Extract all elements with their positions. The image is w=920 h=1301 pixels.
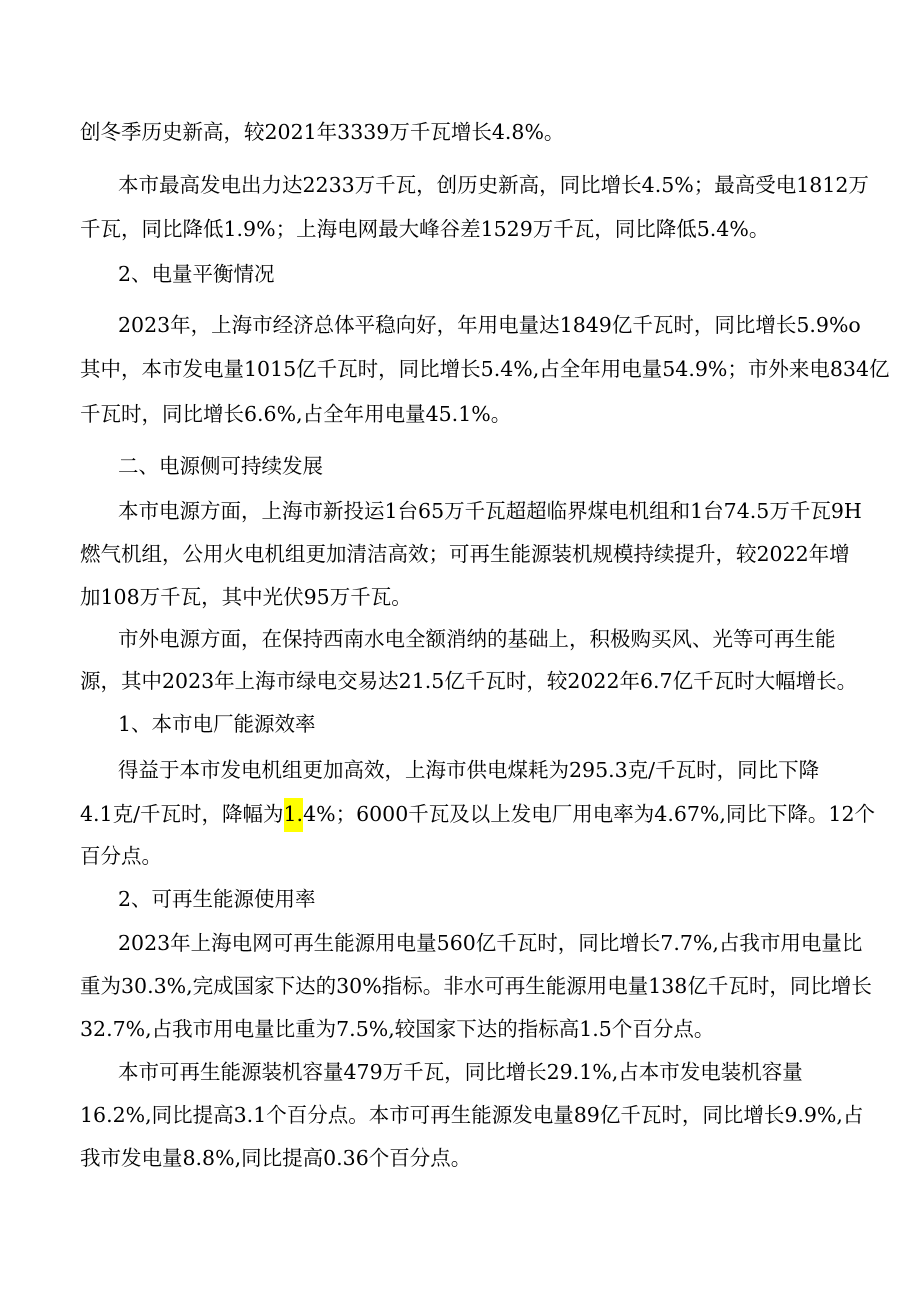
section-heading: 1、本市电厂能源效率 [118, 712, 316, 736]
paragraph-line: 百分点。 [80, 844, 162, 868]
paragraph-line: 32.7%,占我市用电量比重为7.5%,较国家下达的指标高1.5个百分点。 [80, 1017, 715, 1041]
section-heading: 2、电量平衡情况 [118, 262, 275, 286]
paragraph-line: 市外电源方面，在保持西南水电全额消纳的基础上，积极购买风、光等可再生能 [118, 627, 836, 651]
paragraph-line: 其中，本市发电量1015亿千瓦时，同比增长5.4%,占全年用电量54.9%；市外来电834亿 [80, 357, 890, 381]
paragraph-line: 本市可再生能源装机容量479万千瓦，同比增长29.1%,占本市发电装机容量 [118, 1060, 803, 1084]
section-heading: 2、可再生能源使用率 [118, 887, 316, 911]
paragraph-line: 千瓦时，同比增长6.6%,占全年用电量45.1%。 [80, 402, 512, 426]
paragraph-line: 重为30.3%,完成国家下达的30%指标。非水可再生能源用电量138亿千瓦时，同比增长 [80, 974, 872, 998]
paragraph-line: 16.2%,同比提高3.1个百分点。本市可再生能源发电量89亿千瓦时，同比增长9.9%,占 [80, 1103, 864, 1127]
paragraph-line: 加108万千瓦，其中光伏95万千瓦。 [80, 585, 412, 609]
section-heading: 二、电源侧可持续发展 [118, 454, 323, 478]
paragraph-line: 燃气机组，公用火电机组更加清洁高效；可再生能源装机规模持续提升，较2022年增 [80, 542, 850, 566]
paragraph-line: 本市最高发电出力达2233万千瓦，创历史新高，同比增长4.5%；最高受电1812万 [118, 173, 869, 197]
paragraph-line: 得益于本市发电机组更加高效，上海市供电煤耗为295.3克/千瓦时，同比下降 [118, 758, 820, 782]
line-text: 4%；6000千瓦及以上发电厂用电率为4.67%,同比下降。12个 [303, 802, 875, 826]
paragraph-line: 千瓦，同比降低1.9%；上海电网最大峰谷差1529万千瓦，同比降低5.4%。 [80, 217, 770, 241]
highlighted-text: 1. [284, 798, 304, 832]
paragraph-line: 我市发电量8.8%,同比提高0.36个百分点。 [80, 1146, 472, 1170]
paragraph-line [80, 800, 875, 828]
paragraph-line: 本市电源方面，上海市新投运1台65万千瓦超超临界煤电机组和1台74.5万千瓦9H [118, 499, 862, 523]
paragraph-line: 2023年上海电网可再生能源用电量560亿千瓦时，同比增长7.7%,占我市用电量比 [118, 931, 863, 955]
line-text: 4.1克/千瓦时，降幅为 [80, 802, 284, 826]
paragraph-line: 创冬季历史新高，较2021年3339万千瓦增长4.8%。 [80, 120, 565, 144]
paragraph-line: 2023年，上海市经济总体平稳向好，年用电量达1849亿千瓦时，同比增长5.9%o [118, 313, 861, 337]
paragraph-line: 源，其中2023年上海市绿电交易达21.5亿千瓦时，较2022年6.7亿千瓦时大幅增长。 [80, 669, 858, 693]
